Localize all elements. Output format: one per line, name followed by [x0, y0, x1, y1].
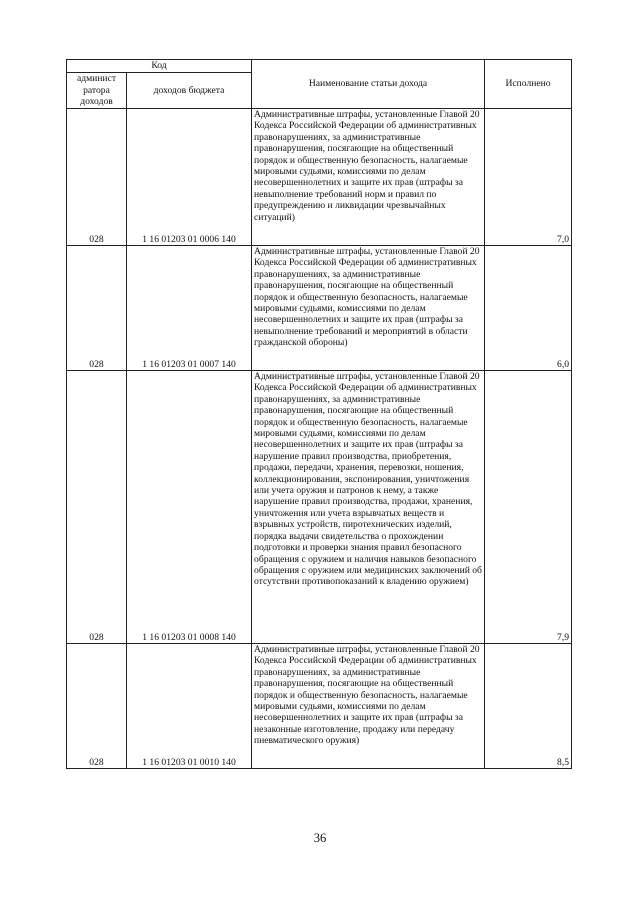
table-row	[67, 246, 572, 371]
budget-code: 1 16 01203 01 0010 140	[127, 644, 252, 769]
budget-income-table	[66, 59, 572, 769]
budget-code-header: доходов бюджета	[127, 73, 252, 109]
header-row-top	[67, 60, 572, 73]
executed-value: 8,5	[485, 644, 572, 769]
executed-header: Исполнено	[485, 60, 572, 109]
admin-code: 028	[67, 246, 127, 371]
executed-value: 7,9	[485, 371, 572, 644]
admin-code-header: админист ратора доходов	[67, 73, 127, 109]
income-name: Административные штрафы, установленные Главой 20 Кодекса Российской Федерации об административных правонарушениях, за административные правонарушения, посягающие на общественный порядок и общественную безопасность, налагаемые мировыми судьями, комиссиями по делам несовершеннолетних и защите их прав (штрафы за нарушение правил производства, приобретения, продажи, передачи, хранения, перевозки, ношения, коллекционирования, экспонирования, уничтожения или учета оружия и патронов к нему, а также нарушение правил производства, продажи, хранения, уничтожения или учета взрывчатых веществ и взрывных устройств, пиротехнических изделий, порядка выдачи свидетельства о прохождении подготовки и проверки знания правил безопасного обращения с оружием и наличия навыков безопасного обращения с оружием или медицинских заключений об отсутствии противопоказаний к владению оружием)	[252, 371, 485, 644]
page-number: 36	[313, 831, 327, 845]
admin-code: 028	[67, 644, 127, 769]
executed-value: 7,0	[485, 109, 572, 246]
budget-code: 1 16 01203 01 0008 140	[127, 371, 252, 644]
budget-code: 1 16 01203 01 0007 140	[127, 246, 252, 371]
income-name: Административные штрафы, установленные Главой 20 Кодекса Российской Федерации об административных правонарушениях, за административные правонарушения, посягающие на общественный порядок и общественную безопасность, налагаемые мировыми судьями, комиссиями по делам несовершеннолетних и защите их прав (штрафы за незаконные изготовление, продажу или передачу пневматического оружия)	[252, 644, 485, 769]
budget-code: 1 16 01203 01 0006 140	[127, 109, 252, 246]
income-name-header: Наименование статьи дохода	[252, 60, 485, 109]
code-group-header: Код	[67, 60, 252, 73]
table-row	[67, 644, 572, 769]
income-name: Административные штрафы, установленные Главой 20 Кодекса Российской Федерации об административных правонарушениях, за административные правонарушения, посягающие на общественный порядок и общественную безопасность, налагаемые мировыми судьями, комиссиями по делам несовершеннолетних и защите их прав (штрафы за невыполнение требований норм и правил по предупреждению и ликвидации чрезвычайных ситуаций)	[252, 109, 485, 246]
table-row	[67, 109, 572, 246]
admin-code: 028	[67, 371, 127, 644]
income-name: Административные штрафы, установленные Главой 20 Кодекса Российской Федерации об административных правонарушениях, за административные правонарушения, посягающие на общественный порядок и общественную безопасность, налагаемые мировыми судьями, комиссиями по делам несовершеннолетних и защите их прав (штрафы за невыполнение требований и мероприятий в области гражданской обороны)	[252, 246, 485, 371]
admin-code: 028	[67, 109, 127, 246]
executed-value: 6,0	[485, 246, 572, 371]
table-row	[67, 371, 572, 644]
